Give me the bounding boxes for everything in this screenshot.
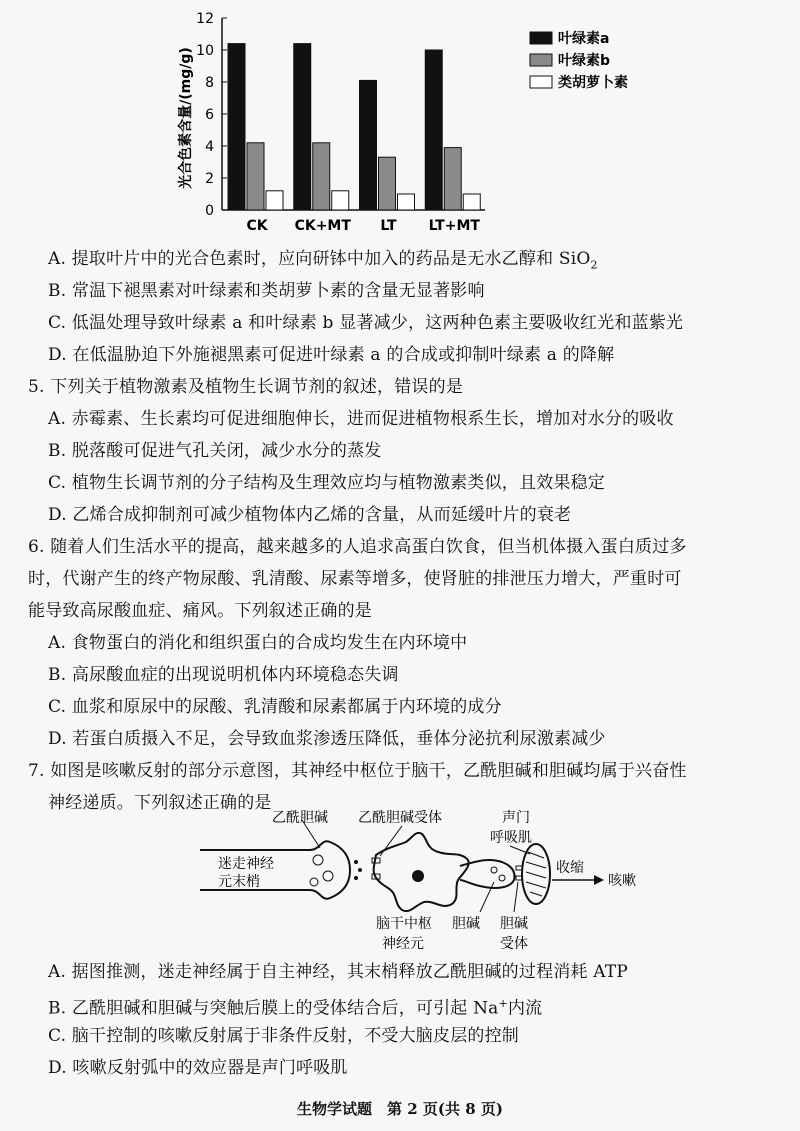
- bar-0-3: [425, 50, 442, 210]
- legend-swatch-1: [530, 54, 552, 66]
- cough-reflex-diagram: [190, 800, 660, 955]
- bar-1-0: [247, 143, 264, 210]
- choline-receptor-1: [516, 866, 522, 870]
- q5-option-c: C. 植物生长调节剂的分子结构及生理效应均与植物激素类似，且效果稳定: [48, 473, 606, 493]
- q7-stem-line2: 神经递质。下列叙述正确的是: [48, 793, 272, 813]
- q7-option-d: D. 咳嗽反射弧中的效应器是声门呼吸肌: [48, 1058, 348, 1078]
- legend-label-0: 叶绿素a: [558, 31, 610, 47]
- bar-2-3: [463, 194, 480, 210]
- legend-label-1: 叶绿素b: [558, 53, 611, 69]
- label-neuron: 神经元: [382, 936, 424, 952]
- q7-option-b: B. 乙酰胆碱和胆碱与突触后膜上的受体结合后，可引起 Na+内流: [48, 997, 543, 1019]
- q5-option-d: D. 乙烯合成抑制剂可减少植物体内乙烯的含量，从而延缓叶片的衰老: [48, 505, 572, 525]
- x-tick-label: LT: [380, 218, 397, 234]
- label-terminal: 元末梢: [218, 874, 260, 890]
- q5-stem: 5. 下列关于植物激素及植物生长调节剂的叙述，错误的是: [28, 377, 464, 397]
- ach-molecule-1: [354, 860, 358, 864]
- x-tick-label: CK+MT: [294, 218, 351, 234]
- q6-stem-line2: 时，代谢产生的终产物尿酸、乳清酸、尿素等增多，使肾脏的排泄压力增大，严重时可: [28, 569, 682, 589]
- y-tick-label: 8: [205, 75, 214, 91]
- leader-receptor: [380, 826, 402, 856]
- legend-swatch-2: [530, 76, 552, 88]
- vesicle-1: [313, 855, 323, 865]
- q4-option-c: C. 低温处理导致叶绿素 a 和叶绿素 b 显著减少，这两种色素主要吸收红光和蓝紫光: [48, 313, 684, 333]
- q7-stem-line1: 7. 如图是咳嗽反射的部分示意图，其神经中枢位于脑干，乙酰胆碱和胆碱均属于兴奋性: [28, 761, 687, 781]
- y-tick-label: 10: [196, 43, 214, 59]
- label-acetylcholine: 乙酰胆碱: [272, 810, 328, 826]
- label-choline-receptor-2: 受体: [500, 936, 528, 952]
- label-resp-muscle: 呼吸肌: [490, 830, 532, 846]
- y-tick-label: 0: [205, 203, 214, 219]
- choline-vesicle-1: [491, 867, 497, 873]
- bar-2-2: [398, 194, 415, 210]
- y-axis-label: 光合色素含量/(mg/g): [178, 47, 194, 189]
- q6-option-a: A. 食物蛋白的消化和组织蛋白的合成均发生在内环境中: [48, 633, 468, 653]
- bar-0-1: [294, 44, 311, 210]
- bar-1-3: [444, 148, 461, 210]
- vesicle-2: [323, 871, 333, 881]
- q4-option-a: A. 提取叶片中的光合色素时，应向研钵中加入的药品是无水乙醇和 SiO$_2$: [48, 249, 598, 272]
- bar-2-0: [266, 191, 283, 210]
- y-tick-label: 12: [196, 11, 214, 27]
- x-tick-label: LT+MT: [428, 218, 480, 234]
- pigment-bar-chart: [150, 0, 670, 240]
- q6-option-b: B. 高尿酸血症的出现说明机体内环境稳态失调: [48, 665, 399, 685]
- q7-option-c: C. 脑干控制的咳嗽反射属于非条件反射，不受大脑皮层的控制: [48, 1026, 520, 1046]
- legend-swatch-0: [530, 32, 552, 44]
- choline-vesicle-2: [499, 875, 505, 881]
- label-vagus: 迷走神经: [218, 856, 274, 872]
- label-glottis: 声门: [502, 810, 530, 826]
- vesicle-3: [310, 878, 318, 886]
- bar-1-1: [313, 143, 330, 210]
- bar-0-0: [228, 44, 245, 210]
- bar-0-2: [360, 80, 377, 210]
- muscle-striations: [526, 852, 546, 896]
- y-tick-label: 6: [205, 107, 214, 123]
- q5-option-a: A. 赤霉素、生长素均可促进细胞伸长，进而促进植物根系生长，增加对水分的吸收: [48, 409, 674, 429]
- label-cough: 咳嗽: [608, 873, 636, 889]
- label-brainstem: 脑干中枢: [376, 916, 432, 932]
- bar-1-2: [379, 157, 396, 210]
- y-tick-label: 2: [205, 171, 214, 187]
- label-contract: 收缩: [556, 860, 584, 876]
- brainstem-axon-terminal: [460, 860, 515, 888]
- x-tick-label: CK: [246, 218, 268, 234]
- q6-option-d: D. 若蛋白质摄入不足，会导致血浆渗透压降低，垂体分泌抗利尿激素减少: [48, 729, 606, 749]
- bar-2-1: [332, 191, 349, 210]
- q6-stem-line1: 6. 随着人们生活水平的提高，越来越多的人追求高蛋白饮食，但当机体摄入蛋白质过多: [28, 537, 687, 557]
- chart-svg: [150, 0, 670, 240]
- label-choline-receptor-1: 胆碱: [500, 916, 528, 932]
- label-choline: 胆碱: [452, 916, 480, 932]
- q7-option-a: A. 据图推测，迷走神经属于自主神经，其末梢释放乙酰胆碱的过程消耗 ATP: [48, 962, 629, 982]
- q6-stem-line3: 能导致高尿酸血症、痛风。下列叙述正确的是: [28, 601, 372, 621]
- y-tick-label: 4: [205, 139, 214, 155]
- q6-option-c: C. 血浆和原尿中的尿酸、乳清酸和尿素都属于内环境的成分: [48, 697, 502, 717]
- legend-label-2: 类胡萝卜素: [558, 75, 628, 91]
- neuron-nucleus: [412, 870, 424, 882]
- page-footer: 生物学试题 第 2 页(共 8 页): [297, 1100, 503, 1118]
- ach-molecule-2: [358, 868, 362, 872]
- contract-arrowhead: [594, 875, 604, 885]
- ach-molecule-3: [354, 876, 358, 880]
- q4-option-b: B. 常温下褪黑素对叶绿素和类胡萝卜素的含量无显著影响: [48, 281, 485, 301]
- q5-option-b: B. 脱落酸可促进气孔关闭，减少水分的蒸发: [48, 441, 382, 461]
- q4-option-d: D. 在低温胁迫下外施褪黑素可促进叶绿素 a 的合成或抑制叶绿素 a 的降解: [48, 345, 615, 365]
- leader-choline-receptor: [514, 882, 518, 912]
- label-ach-receptor: 乙酰胆碱受体: [358, 810, 442, 826]
